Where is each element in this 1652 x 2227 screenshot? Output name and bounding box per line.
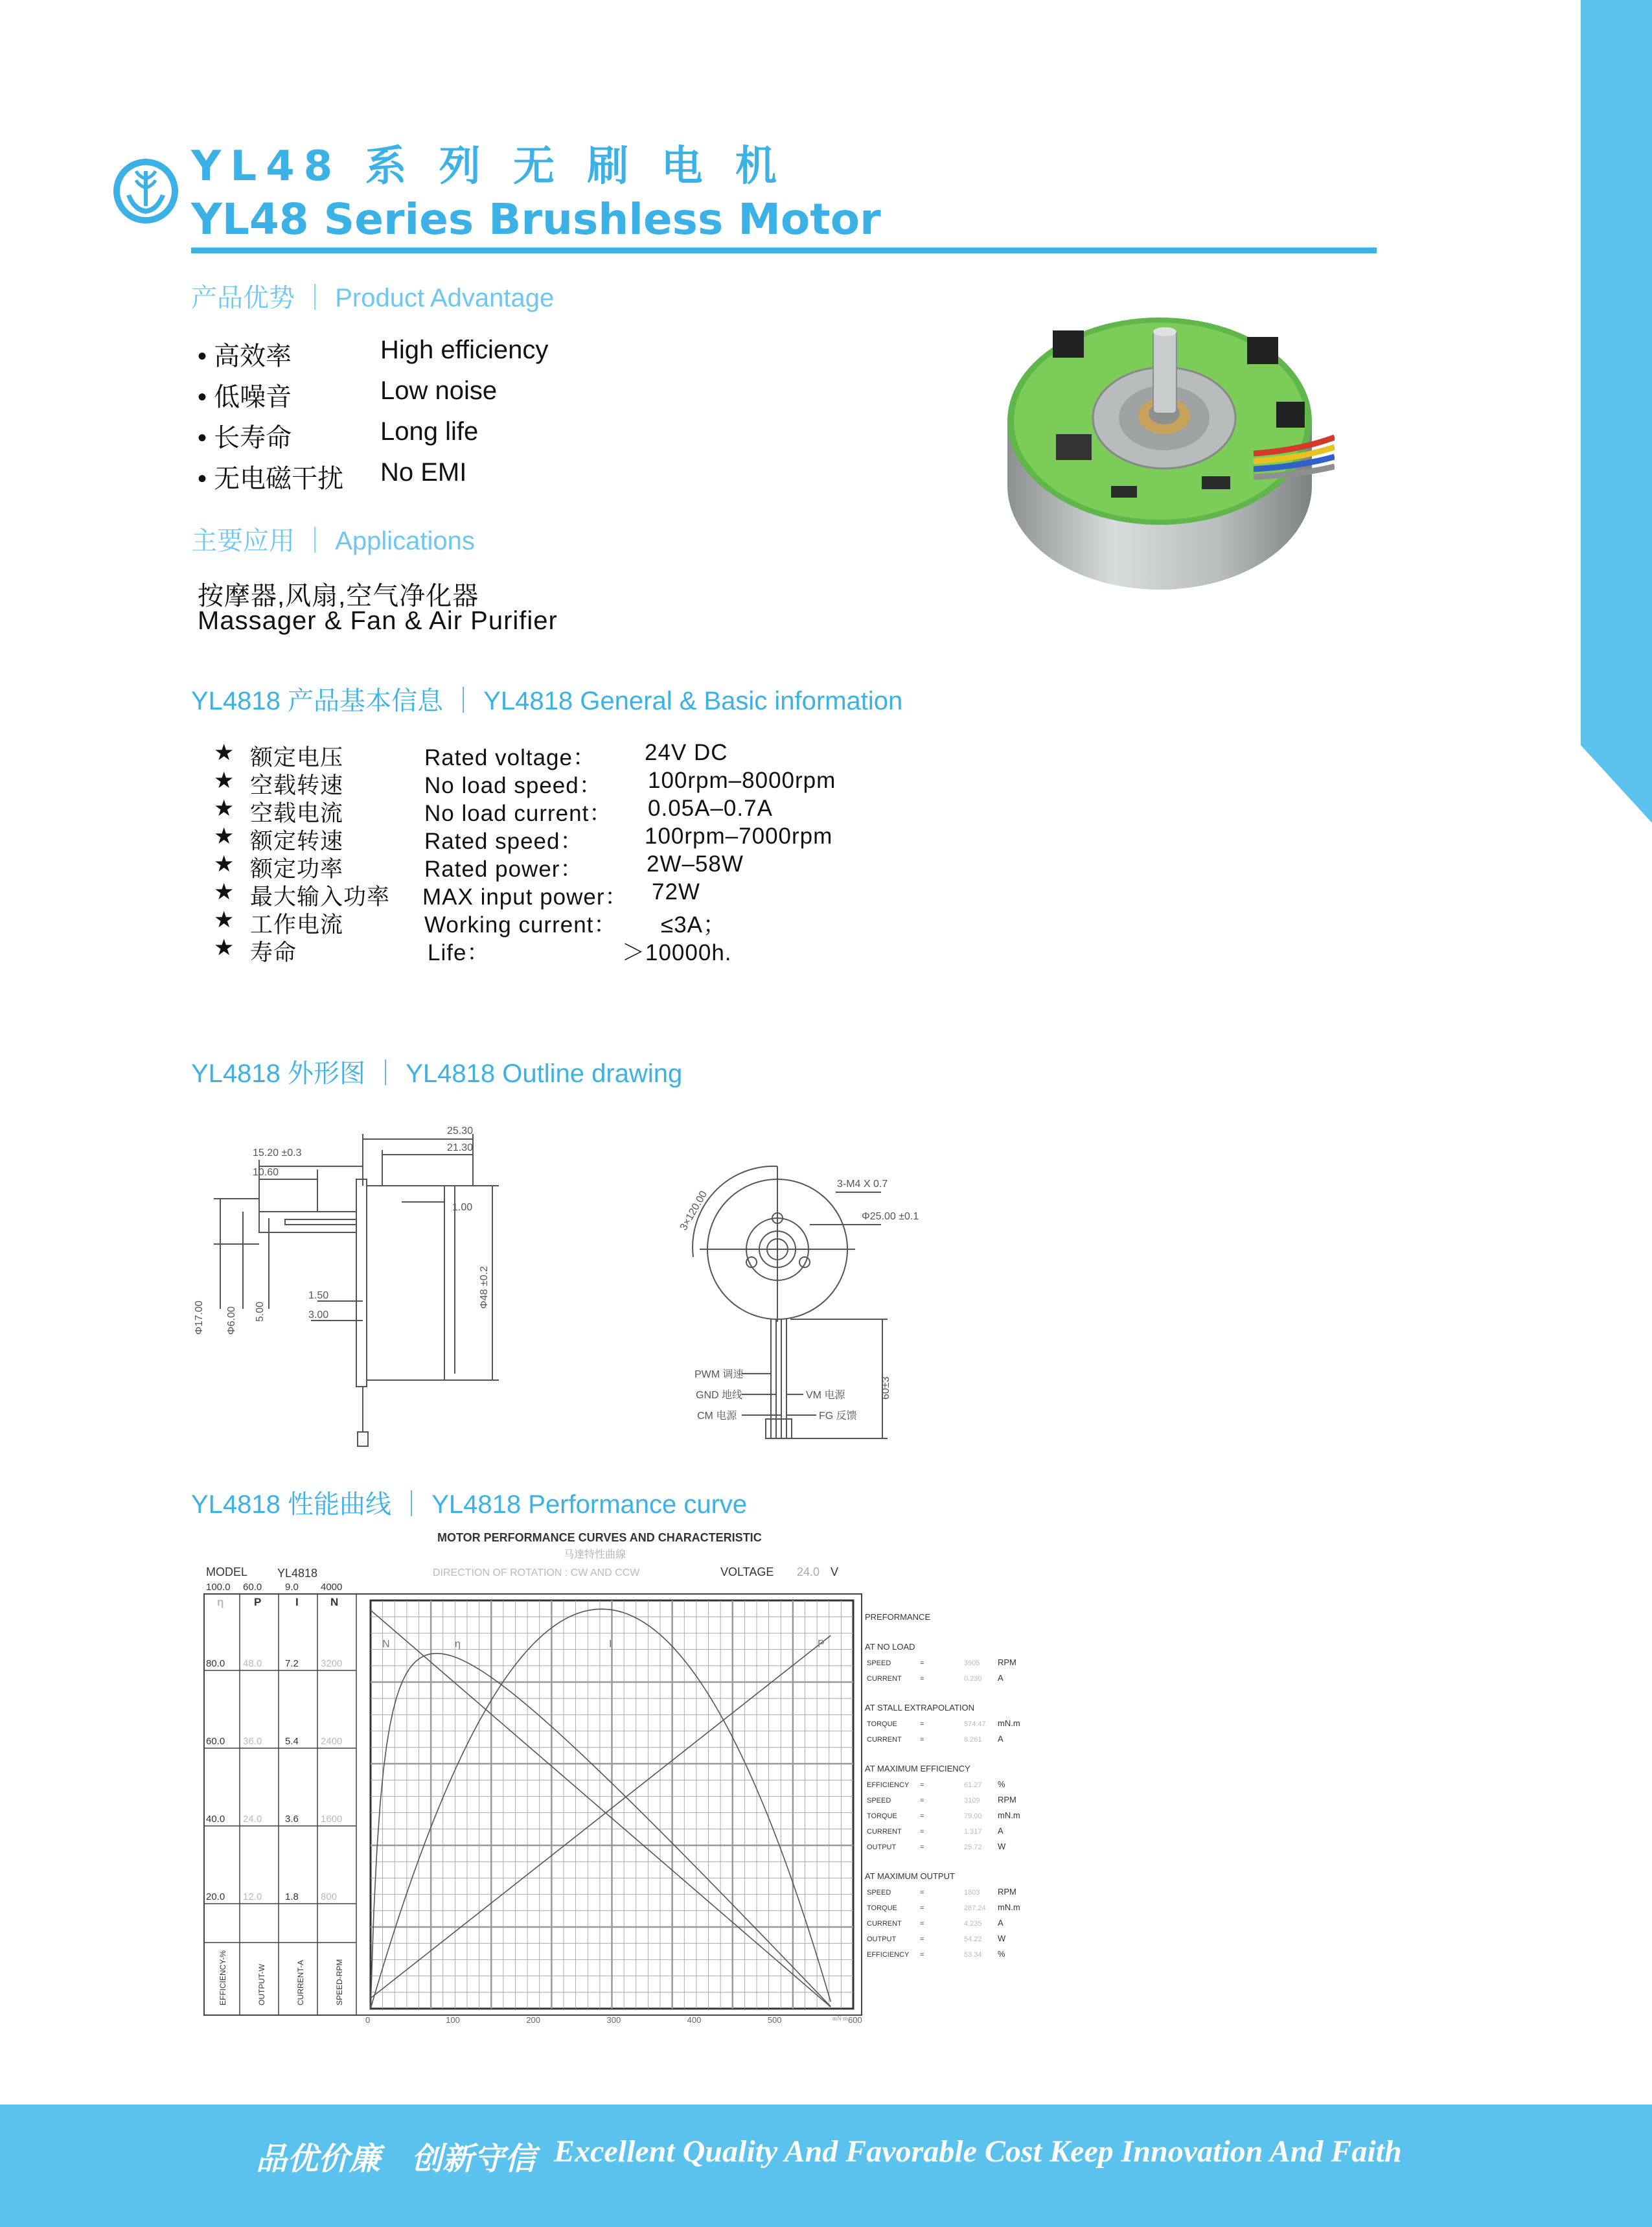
motor-product-image	[994, 292, 1335, 596]
dim-label: 3-M4 X 0.7	[837, 1179, 888, 1190]
spec-value: ≤3A；	[661, 912, 727, 938]
speed-curve	[371, 1610, 831, 2007]
performance-eq: =	[920, 1951, 924, 1959]
performance-key: TORQUE	[867, 1720, 897, 1728]
advantage-item-cn: • 低噪音	[198, 383, 292, 411]
performance-unit: mN.m	[998, 1902, 1020, 1912]
spec-cn: 寿命	[250, 940, 297, 965]
performance-section-title: AT MAXIMUM EFFICIENCY	[865, 1764, 970, 1773]
title-divider	[191, 248, 1377, 253]
title-english: YL48 Series Brushless Motor	[191, 194, 881, 244]
dim-label: Φ48 ±0.2	[479, 1265, 490, 1309]
axis-tick-label: 40.0	[206, 1814, 225, 1825]
column-axis-label: OUTPUT-W	[257, 1964, 266, 2005]
performance-key: CURRENT	[867, 1920, 902, 1928]
column-axis-label: EFFICIENCY-%	[218, 1950, 227, 2005]
performance-key: SPEED	[867, 1797, 891, 1805]
current-curve	[371, 1635, 831, 1998]
performance-key: OUTPUT	[867, 1843, 897, 1851]
side-view-drawing	[188, 1114, 525, 1451]
advantage-item-cn: • 长寿命	[198, 424, 292, 452]
curve-tag: P	[818, 1639, 825, 1650]
chart-title: MOTOR PERFORMANCE CURVES AND CHARACTERISTIC	[437, 1531, 762, 1544]
dim-label: Φ17.00	[194, 1300, 205, 1335]
applications-heading: 主要应用 ｜ Applications	[191, 527, 475, 555]
efficiency-curve	[371, 1654, 831, 2009]
outline-heading: YL4818 外形图 ｜ YL4818 Outline drawing	[191, 1059, 683, 1088]
dim-label: 1.00	[452, 1202, 473, 1213]
performance-key: TORQUE	[867, 1904, 897, 1912]
axis-tick-label: 800	[321, 1891, 338, 1902]
performance-eq: =	[920, 1675, 924, 1683]
performance-unit: RPM	[998, 1657, 1016, 1667]
column-head: I	[295, 1596, 299, 1608]
footer-slogan-en-2: Keep Innovation And Faith	[1050, 2134, 1402, 2169]
performance-heading: YL4818 性能曲线 ｜ YL4818 Performance curve	[191, 1490, 748, 1519]
wire-label: CM 电源	[697, 1411, 737, 1422]
chart-subtitle: 马達特性曲線	[564, 1549, 626, 1560]
basic-info-heading: YL4818 产品基本信息 ｜ YL4818 General & Basic information	[191, 687, 903, 715]
title-chinese: YL48 系 列 无 刷 电 机	[191, 143, 786, 190]
applications-cn: 按摩器,风扇,空气净化器	[198, 582, 479, 610]
chart-footnote: mN·m	[832, 2015, 848, 2022]
advantage-item-en: Low noise	[380, 376, 498, 405]
x-tick-label: 0	[365, 2015, 371, 2025]
axis-tick-label: 4000	[321, 1582, 343, 1593]
performance-eq: =	[920, 1920, 924, 1928]
performance-eq: =	[920, 1812, 924, 1820]
performance-section-title: AT STALL EXTRAPOLATION	[865, 1703, 975, 1713]
axis-tick-label: 1.8	[285, 1891, 299, 1902]
spec-value: 0.05A–0.7A	[648, 796, 773, 821]
x-tick-label: 600	[848, 2015, 862, 2025]
x-tick-label: 100	[446, 2015, 460, 2025]
performance-chart	[201, 1523, 1043, 2028]
star-icon: ★	[214, 768, 235, 793]
axis-tick-label: 3.6	[285, 1814, 299, 1825]
performance-key: SPEED	[867, 1889, 891, 1897]
spec-en: MAX input power：	[422, 884, 628, 910]
axis-tick-label: 48.0	[243, 1658, 262, 1669]
performance-unit: A	[998, 1673, 1004, 1683]
wire-label: VM 电源	[806, 1390, 845, 1401]
performance-unit: A	[998, 1734, 1004, 1744]
performance-value: 4.235	[964, 1920, 982, 1928]
spec-en: Rated speed：	[424, 829, 584, 854]
performance-key: TORQUE	[867, 1812, 897, 1820]
dim-label: 21.30	[447, 1142, 474, 1153]
company-logo-icon	[110, 156, 181, 227]
performance-eq: =	[920, 1889, 924, 1897]
side-decor-band	[1581, 0, 1652, 823]
voltage-unit: V	[831, 1565, 839, 1578]
performance-key: CURRENT	[867, 1736, 902, 1744]
performance-value: 574.47	[964, 1720, 986, 1728]
model-value: YL4818	[277, 1567, 318, 1580]
dim-label: Φ25.00 ±0.1	[862, 1211, 919, 1222]
spec-en: Rated voltage：	[424, 745, 596, 770]
star-icon: ★	[214, 740, 235, 765]
performance-unit: mN.m	[998, 1718, 1020, 1728]
performance-value: 25.72	[964, 1843, 982, 1851]
x-tick-label: 300	[606, 2015, 621, 2025]
curve-tag: η	[455, 1639, 461, 1650]
x-tick-label: 400	[687, 2015, 702, 2025]
spec-value: 72W	[652, 879, 700, 905]
performance-eq: =	[920, 1904, 924, 1912]
performance-unit: %	[998, 1779, 1005, 1789]
spec-value: 100rpm–8000rpm	[648, 768, 836, 793]
spec-cn: 空载转速	[250, 773, 344, 798]
footer-slogan-en-1: Excellent Quality And Favorable Cost	[554, 2134, 1042, 2169]
spec-cn: 额定转速	[250, 829, 344, 854]
axis-tick-label: 9.0	[285, 1582, 299, 1593]
column-head: N	[330, 1596, 339, 1608]
spec-en: Rated power：	[424, 857, 584, 882]
performance-key: EFFICIENCY	[867, 1951, 910, 1959]
advantage-item-cn: • 无电磁干扰	[198, 465, 344, 493]
performance-value: 61.27	[964, 1781, 982, 1789]
axis-tick-label: 100.0	[206, 1582, 231, 1593]
spec-cn: 工作电流	[250, 912, 344, 938]
performance-eq: =	[920, 1659, 924, 1667]
wire-label: GND 地线	[696, 1390, 743, 1401]
advantage-item-en: No EMI	[380, 458, 467, 487]
performance-value: 1.317	[964, 1828, 982, 1836]
axis-tick-label: 7.2	[285, 1658, 299, 1669]
star-icon: ★	[214, 851, 235, 877]
performance-value: 1803	[964, 1889, 980, 1897]
spec-cn: 最大输入功率	[250, 884, 391, 910]
performance-unit: A	[998, 1918, 1004, 1928]
performance-key: CURRENT	[867, 1828, 902, 1836]
column-axis-label: CURRENT-A	[296, 1959, 305, 2005]
performance-eq: =	[920, 1797, 924, 1805]
spec-value: 2W–58W	[647, 851, 744, 877]
performance-value: 0.230	[964, 1675, 982, 1683]
performance-eq: =	[920, 1736, 924, 1744]
spec-value: 100rpm–7000rpm	[645, 824, 833, 849]
performance-eq: =	[920, 1828, 924, 1836]
star-icon: ★	[214, 824, 235, 849]
dim-label: 15.20 ±0.3	[253, 1148, 302, 1159]
performance-value: 3109	[964, 1797, 980, 1805]
performance-value: 287.24	[964, 1904, 986, 1912]
axis-tick-label: 1600	[321, 1814, 343, 1825]
star-icon: ★	[214, 935, 235, 960]
rotation-text: DIRECTION OF ROTATION : CW AND CCW	[433, 1567, 640, 1578]
performance-unit: W	[998, 1841, 1006, 1851]
performance-unit: %	[998, 1949, 1005, 1959]
voltage-label: VOLTAGE	[720, 1565, 774, 1578]
curve-tag: I	[609, 1639, 612, 1650]
x-tick-label: 200	[526, 2015, 541, 2025]
star-icon: ★	[214, 879, 235, 905]
axis-tick-label: 60.0	[243, 1582, 262, 1593]
axis-tick-label: 5.4	[285, 1736, 299, 1747]
spec-value: 24V DC	[645, 740, 728, 765]
performance-key: SPEED	[867, 1659, 891, 1667]
performance-unit: mN.m	[998, 1810, 1020, 1820]
performance-unit: A	[998, 1826, 1004, 1836]
dim-label: 10.60	[253, 1167, 279, 1178]
dim-label: 60±3	[880, 1376, 891, 1400]
column-head: P	[254, 1596, 262, 1608]
advantage-item-en: Long life	[380, 417, 479, 446]
wire-label: FG 反馈	[819, 1411, 857, 1422]
performance-key: EFFICIENCY	[867, 1781, 910, 1789]
advantage-heading: 产品优势 ｜ Product Advantage	[191, 284, 555, 312]
model-label: MODEL	[206, 1565, 248, 1578]
dim-label: 5.00	[255, 1301, 266, 1322]
advantage-item-en: High efficiency	[380, 336, 549, 364]
spec-value: ＞10000h.	[622, 940, 732, 965]
x-tick-label: 500	[767, 2015, 782, 2025]
spec-cn: 额定电压	[250, 745, 344, 770]
performance-eq: =	[920, 1843, 924, 1851]
performance-eq: =	[920, 1781, 924, 1789]
applications-en: Massager & Fan & Air Purifier	[198, 606, 558, 635]
performance-eq: =	[920, 1935, 924, 1943]
dim-label: 3×120.00	[678, 1189, 710, 1232]
performance-section-title: AT MAXIMUM OUTPUT	[865, 1871, 955, 1881]
dim-label: Φ6.00	[226, 1306, 237, 1335]
axis-tick-label: 2400	[321, 1736, 343, 1747]
performance-value: 53.34	[964, 1951, 982, 1959]
performance-key: OUTPUT	[867, 1935, 897, 1943]
star-icon: ★	[214, 907, 235, 932]
performance-value: 79.00	[964, 1812, 982, 1820]
star-icon: ★	[214, 796, 235, 821]
footer-slogan-cn: 品优价廉 创新守信	[256, 2141, 536, 2177]
curve-tag: N	[382, 1639, 390, 1650]
voltage-value: 24.0	[797, 1565, 820, 1578]
axis-tick-label: 12.0	[243, 1891, 262, 1902]
spec-en: Life：	[428, 940, 490, 965]
performance-key: CURRENT	[867, 1675, 902, 1683]
wire-label: PWM 调速	[694, 1369, 744, 1380]
column-axis-label: SPEED-RPM	[335, 1959, 344, 2005]
performance-section-title: AT NO LOAD	[865, 1642, 915, 1652]
dim-label: 25.30	[447, 1125, 474, 1137]
advantage-item-cn: • 高效率	[198, 342, 292, 371]
performance-unit: RPM	[998, 1887, 1016, 1897]
performance-section-title: PREFORMANCE	[865, 1612, 931, 1622]
axis-tick-label: 3200	[321, 1658, 343, 1669]
performance-unit: RPM	[998, 1795, 1016, 1805]
performance-value: 8.261	[964, 1736, 982, 1744]
performance-value: 3905	[964, 1659, 980, 1667]
front-view-drawing	[674, 1153, 959, 1451]
spec-cn: 空载电流	[250, 801, 344, 826]
performance-value: 54.22	[964, 1935, 982, 1943]
axis-tick-label: 60.0	[206, 1736, 225, 1747]
axis-tick-label: 20.0	[206, 1891, 225, 1902]
axis-tick-label: 24.0	[243, 1814, 262, 1825]
column-head: η	[217, 1596, 224, 1608]
performance-eq: =	[920, 1720, 924, 1728]
spec-en: No load current：	[424, 801, 613, 826]
spec-en: Working current：	[424, 912, 617, 938]
dim-label: 3.00	[308, 1310, 329, 1321]
spec-en: No load speed：	[424, 773, 602, 798]
spec-cn: 额定功率	[250, 857, 344, 882]
dim-label: 1.50	[308, 1290, 329, 1301]
axis-tick-label: 36.0	[243, 1736, 262, 1747]
performance-unit: W	[998, 1933, 1006, 1943]
axis-tick-label: 80.0	[206, 1658, 225, 1669]
